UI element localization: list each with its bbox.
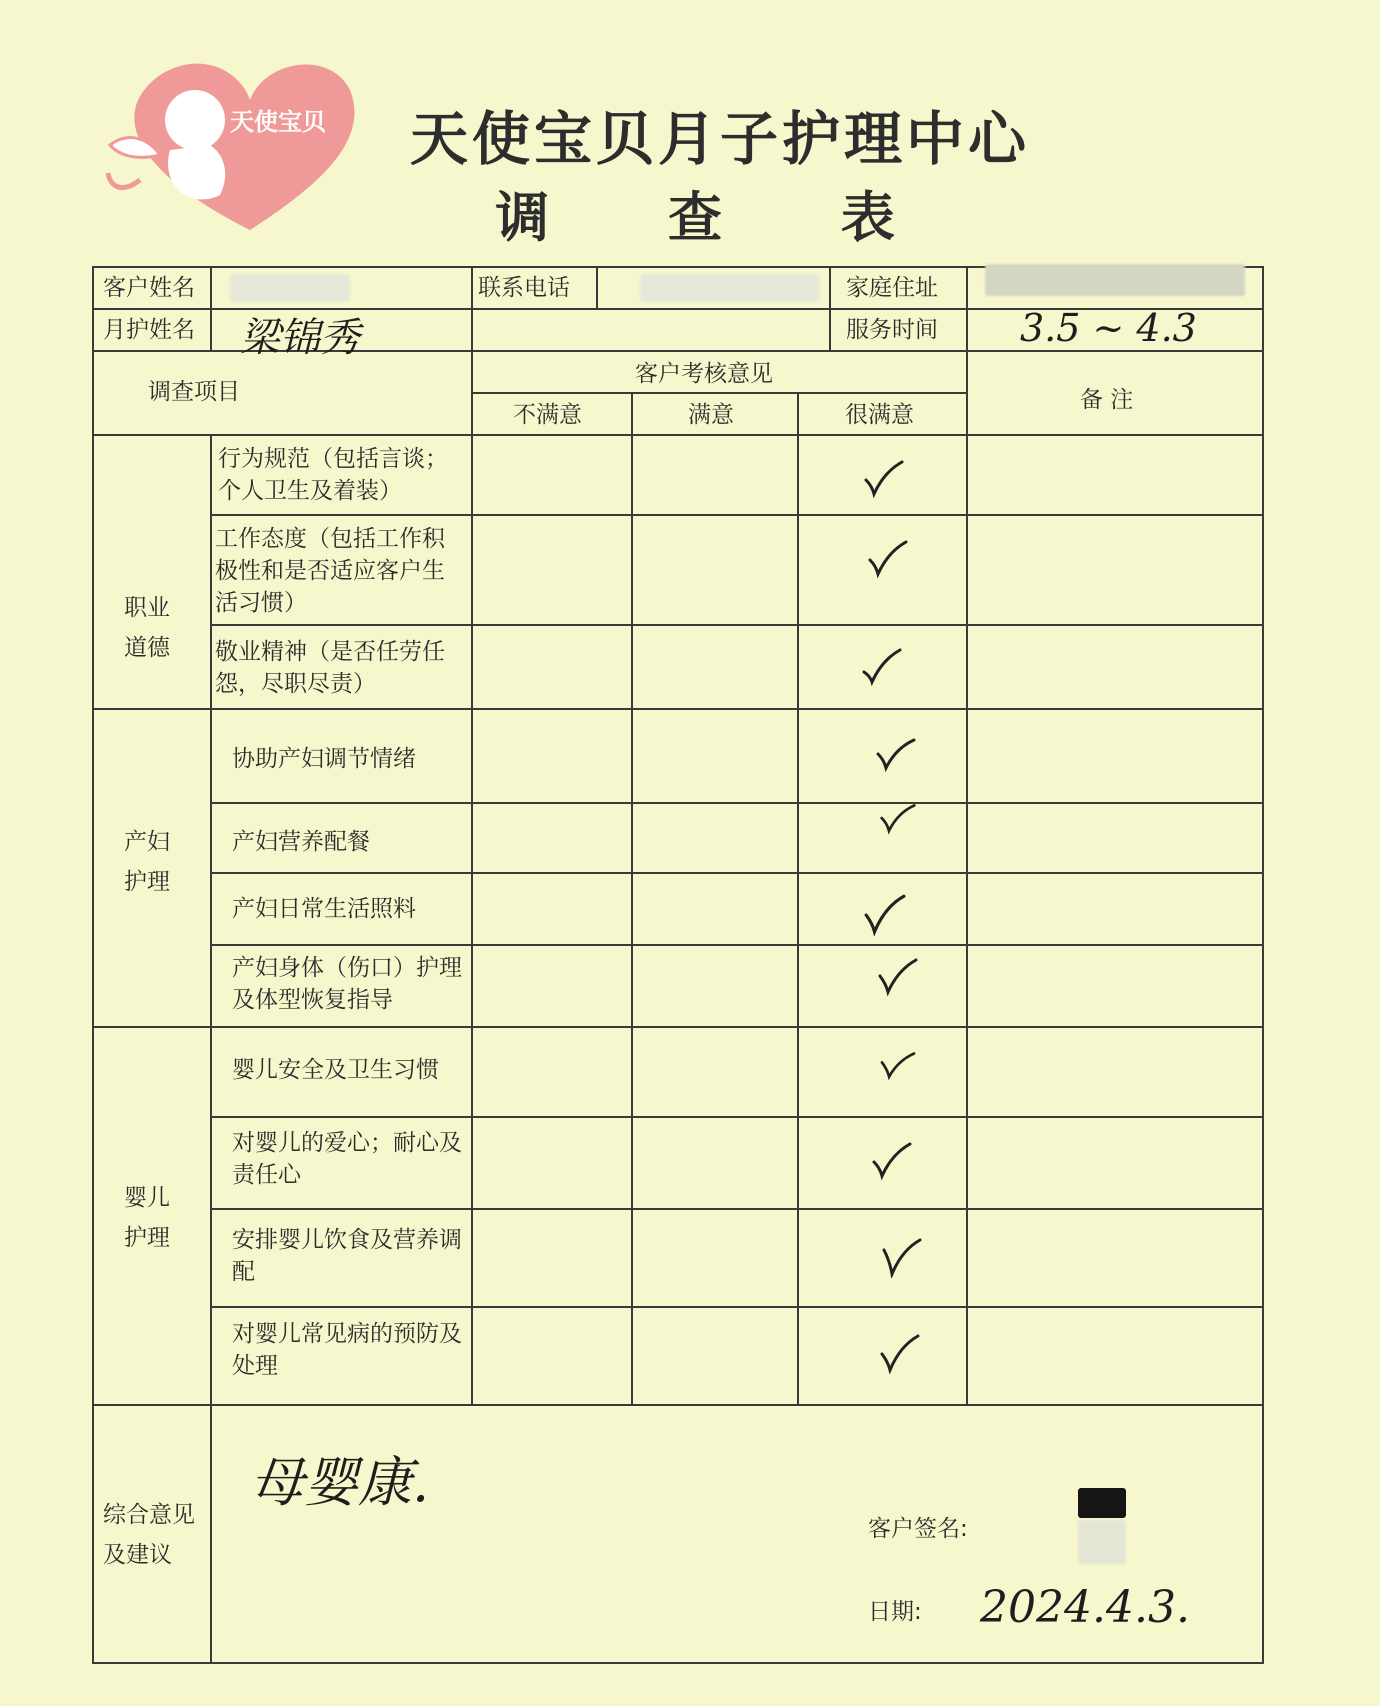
checkmark-icon xyxy=(874,734,918,776)
checkmark-icon xyxy=(866,538,910,580)
remarks-header: 备 注 xyxy=(1080,387,1134,413)
redacted-customer-name xyxy=(230,274,350,302)
col-satisfied: 满意 xyxy=(688,402,734,428)
logo-text: 天使宝贝 xyxy=(230,108,326,136)
nurse-name-value: 梁锦秀 xyxy=(240,315,360,361)
checkmark-icon xyxy=(876,956,920,998)
date-label: 日期: xyxy=(868,1599,922,1625)
checkmark-icon xyxy=(860,892,910,936)
date-value: 2024.4.3. xyxy=(980,1582,1190,1633)
checkmark-icon xyxy=(860,646,904,688)
group-label-baby-care: 婴儿护理 xyxy=(124,1185,170,1251)
signature-label: 客户签名: xyxy=(868,1516,968,1542)
item-text: 产妇日常生活照料 xyxy=(232,896,416,922)
checkmark-icon xyxy=(870,1140,914,1182)
group-label-ethics: 职业道德 xyxy=(124,595,170,661)
checkmark-icon xyxy=(878,800,918,838)
summary-label: 综合意见及建议 xyxy=(103,1502,195,1568)
address-label: 家庭住址 xyxy=(846,275,938,301)
checkmark-icon xyxy=(880,1236,924,1278)
phone-label: 联系电话 xyxy=(478,275,570,301)
col-unsatisfied: 不满意 xyxy=(513,402,582,428)
item-text: 行为规范（包括言谈；个人卫生及着装） xyxy=(218,446,448,504)
item-text: 对婴儿常见病的预防及处理 xyxy=(232,1321,462,1379)
item-text: 工作态度（包括工作积极性和是否适应客户生活习惯） xyxy=(215,526,445,616)
item-text: 安排婴儿饮食及营养调配 xyxy=(232,1227,462,1285)
redacted-signature xyxy=(1078,1488,1126,1518)
nurse-name-label: 月护姓名 xyxy=(103,317,195,343)
service-time-label: 服务时间 xyxy=(846,317,938,343)
service-time-value: 3.5 ~ 4.3 xyxy=(1020,306,1197,350)
item-text: 产妇营养配餐 xyxy=(232,829,370,855)
redacted-signature-lower xyxy=(1078,1520,1126,1564)
survey-items-header: 调查项目 xyxy=(148,379,240,405)
checkmark-icon xyxy=(878,1050,918,1082)
item-text: 协助产妇调节情绪 xyxy=(232,746,416,772)
col-very-satisfied: 很满意 xyxy=(845,402,914,428)
redacted-phone xyxy=(640,274,820,302)
item-text: 婴儿安全及卫生习惯 xyxy=(232,1057,439,1083)
page-subtitle: 调 查 表 xyxy=(495,186,945,249)
checkmark-icon xyxy=(862,458,906,500)
summary-handwritten: 母婴康. xyxy=(250,1451,430,1514)
item-text: 敬业精神（是否任劳任怨，尽职尽责） xyxy=(215,639,445,697)
checkmark-icon xyxy=(878,1332,922,1374)
group-label-mother-care: 产妇护理 xyxy=(124,829,170,895)
page-title: 天使宝贝月子护理中心 xyxy=(409,105,1030,173)
opinion-header: 客户考核意见 xyxy=(635,361,773,387)
customer-name-label: 客户姓名 xyxy=(103,275,195,301)
item-text: 对婴儿的爱心；耐心及责任心 xyxy=(232,1130,462,1188)
item-text: 产妇身体（伤口）护理及体型恢复指导 xyxy=(232,955,462,1013)
redacted-address xyxy=(985,264,1245,296)
